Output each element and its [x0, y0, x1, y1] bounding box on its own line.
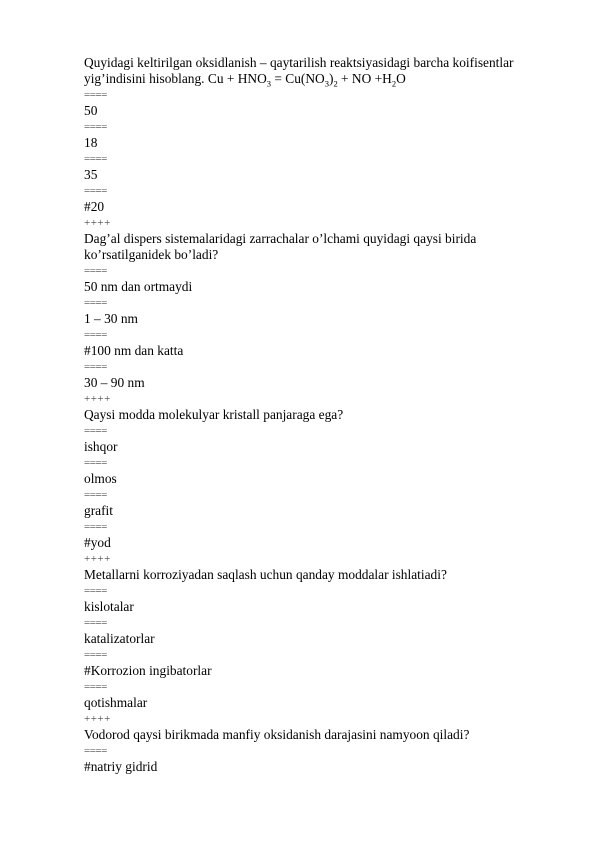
answer-option: grafit [84, 503, 113, 518]
option-separator: ==== [84, 89, 107, 101]
answer-option: 50 nm dan ortmaydi [84, 279, 193, 294]
answer-option: kislotalar [84, 599, 134, 614]
test-document [84, 55, 554, 775]
option-separator: ==== [84, 745, 107, 757]
option-separator: ==== [84, 521, 107, 533]
question-separator: ++++ [84, 393, 111, 405]
option-separator: ==== [84, 329, 107, 341]
question-5-line-1: Vodorod qaysi birikmada manfiy oksidanish darajasini namyoon qiladi? [84, 727, 470, 742]
option-separator: ==== [84, 681, 107, 693]
correct-answer-option: #natriy gidrid [84, 759, 158, 774]
option-separator: ==== [84, 297, 107, 309]
option-separator: ==== [84, 649, 107, 661]
correct-answer-option: #yod [84, 535, 111, 550]
answer-option: qotishmalar [84, 695, 148, 710]
reaction-equation: $Cu + HNO_3 = Cu(NO_3)_2$ + NO $+H_2O$ [207, 71, 406, 89]
answer-option: 18 [84, 135, 98, 150]
answer-option: ishqor [84, 439, 118, 454]
option-separator: ==== [84, 361, 107, 373]
question-1-line-2 [84, 71, 554, 87]
question-separator: ++++ [84, 553, 111, 565]
question-2-line-1: Dag’al dispers sistemalaridagi zarrachalar o’lchami quyidagi qaysi birida [84, 231, 477, 246]
correct-answer-option: #100 nm dan katta [84, 343, 184, 358]
question-2-line-2: ko’rsatilganidek bo’ladi? [84, 247, 219, 262]
option-separator: ==== [84, 153, 107, 165]
question-4-line-1: Metallarni korroziyadan saqlash uchun qanday moddalar ishlatiadi? [84, 567, 447, 582]
option-separator: ==== [84, 185, 107, 197]
answer-option: 30 – 90 nm [84, 375, 145, 390]
question-separator: ++++ [84, 217, 111, 229]
correct-answer-option: #Korrozion ingibatorlar [84, 663, 212, 678]
answer-option: olmos [84, 471, 117, 486]
question-separator: ++++ [84, 713, 111, 725]
answer-option: 35 [84, 167, 98, 182]
question-1-text: yig’indisini hisoblang. [84, 71, 205, 86]
answer-option: 50 [84, 103, 98, 118]
option-separator: ==== [84, 489, 107, 501]
option-separator: ==== [84, 425, 107, 437]
question-1-line-1: Quyidagi keltirilgan oksidlanish – qaytarilish reaktsiyasidagi barcha koifisentlar [84, 55, 514, 70]
option-separator: ==== [84, 585, 107, 597]
option-separator: ==== [84, 617, 107, 629]
correct-answer-option: #20 [84, 199, 105, 214]
option-separator: ==== [84, 121, 107, 133]
option-separator: ==== [84, 265, 107, 277]
answer-option: 1 – 30 nm [84, 311, 138, 326]
answer-option: katalizatorlar [84, 631, 155, 646]
option-separator: ==== [84, 457, 107, 469]
question-3-line-1: Qaysi modda molekulyar kristall panjaraga ega? [84, 407, 344, 422]
